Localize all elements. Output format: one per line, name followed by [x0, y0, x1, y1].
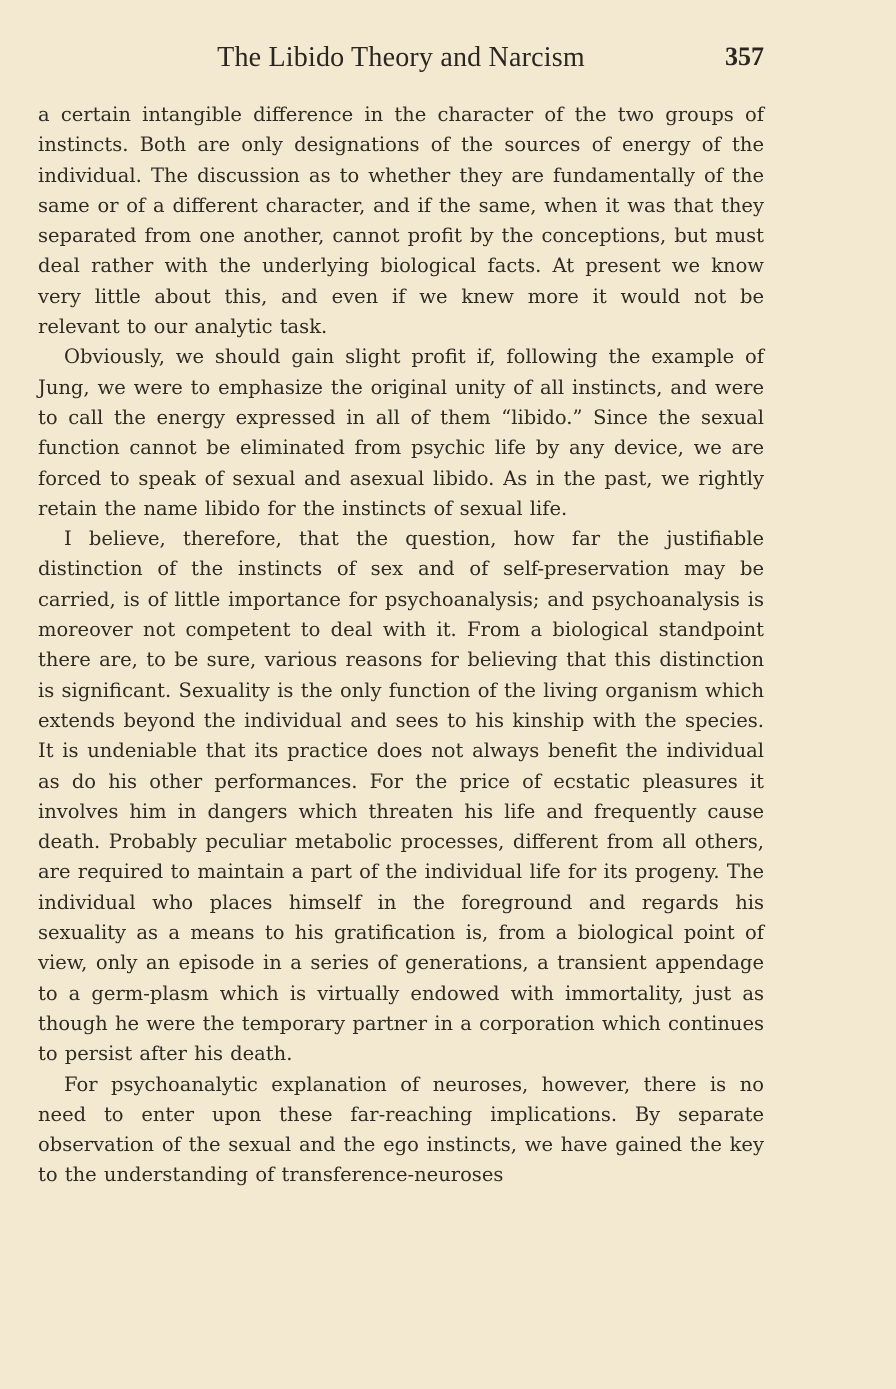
paragraph-2: Obviously, we should gain slight profit if, following the example of Jung, we were to emphasize the original unity of all instincts, and were to call the energy expressed in all of them “libido.” Since the sexual function cannot be eliminated from psychic life by any device, we are forced to speak of sexual and asexual libido. As in the past, we rightly retain the name libido for the instincts of sexual life. — [38, 345, 764, 520]
paragraph-4: For psychoanalytic explanation of neuroses, however, there is no need to enter upon these far-reaching implications. By separate observation of the sexual and the ego instincts, we have gained the key to the understanding of transference-neuroses — [38, 1072, 764, 1187]
paragraph-1: a certain intangible difference in the character of the two groups of instincts. Both are only designations of the sources of energy of the individual. The discussion as to whether they are fundamentally of the same or of a different character, and if the same, when it was that they separated from one another, cannot profit by the conceptions, but must deal rather with the underlying biological facts. At present we know very little about this, and even if we knew more it would not be relevant to our analytic task. — [38, 103, 764, 339]
page-number: 357 — [725, 42, 764, 71]
running-head: The Libido Theory and Narcism — [217, 42, 585, 73]
body-text — [38, 100, 764, 1191]
paragraph-3: I believe, therefore, that the question, how far the justifiable distinction of the instincts of sex and of self-preservation may be carried, is of little importance for psychoanalysis; and psychoanalysis is moreover not competent to deal with it. From a biological standpoint there are, to be sure, various reasons for believing that this distinction is significant. Sexuality is the only function of the living organism which extends beyond the individual and sees to his kinship with the species. It is undeniable that its practice does not always benefit the individual as do his other performances. For the price of ecstatic pleasures it involves him in dangers which threaten his life and frequently cause death. Probably peculiar metabolic processes, different from all others, are required to maintain a part of the individual life for its progeny. The individual who places himself in the foreground and regards his sexuality as a means to his gratification is, from a biological point of view, only an episode in a series of generations, a transient appendage to a germ-plasm which is virtually endowed with immortality, just as though he were the temporary partner in a corporation which continues to persist after his death. — [38, 527, 764, 1066]
page-header — [38, 42, 764, 82]
